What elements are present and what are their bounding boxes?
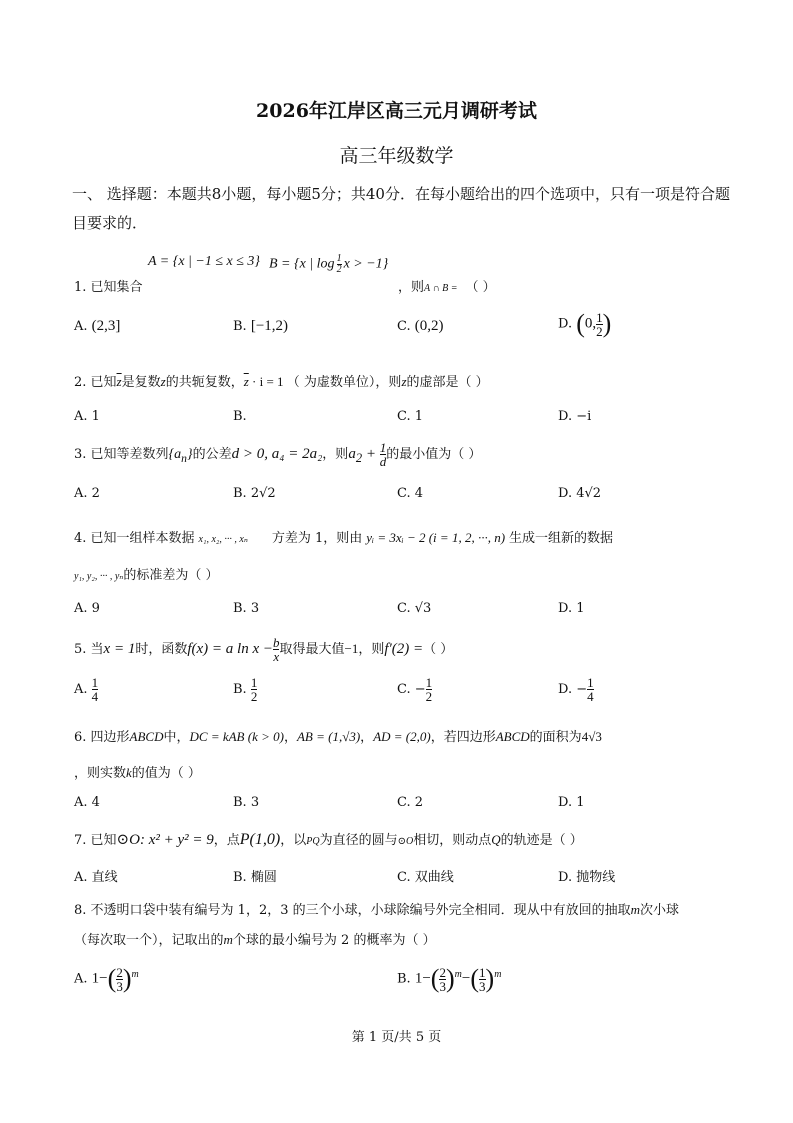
q8-option-a: A. 1−( $\frac{2}{3}$ )$^m$ <box>74 964 139 994</box>
q6-stem-line1: 6. 四边形ABCD中，DC = kAB (k > 0)，AB = (1,√3)，AD = (2,0)，若四边形ABCD的面积为4√3 <box>74 729 602 745</box>
q4-option-d: D. 1 <box>558 601 585 616</box>
q7-option-d: D. 抛物线 <box>558 870 616 885</box>
q2-stem: 2. 已知$\overline{z}$是复数z的共轭复数，$\overline{z} \cdot i = 1$ （ 为虚数单位），则z的虚部是（ ） <box>74 374 489 390</box>
q1-set-b: B = {x | log $\frac{1}{2}$ x > −1} <box>269 253 389 275</box>
q3-option-d: D. 4√2 <box>558 486 602 501</box>
q2-option-d: D. −i <box>558 409 592 424</box>
q1-option-c: C. (0,2) <box>397 318 444 334</box>
q1-set-a: A = {x | −1 ≤ x ≤ 3} <box>148 254 261 269</box>
q1-then: ，则A ∩ B = （ ） <box>398 280 496 295</box>
q2-option-b: B. <box>233 409 247 424</box>
q2-option-a: A. 1 <box>74 409 100 424</box>
q4-stem-line2: y₁, y₂, ··· , yₙ的标准差为（ ） <box>74 568 219 583</box>
q7-stem: 7. 已知⊙O: x² + y² = 9，点P(1,0)，以PQ为直径的圆与⊙O相切，则动点Q的轨迹是（ ） <box>74 831 583 848</box>
q6-stem-line2: ，则实数k的值为（ ） <box>74 765 201 781</box>
q1-option-b: B. [−1,2) <box>233 318 289 334</box>
q4-option-b: B. 3 <box>233 601 260 616</box>
q4-option-a: A. 9 <box>74 601 100 616</box>
q6-option-a: A. 4 <box>74 795 100 810</box>
q7-option-c: C. 双曲线 <box>397 870 454 885</box>
exam-title: 2026年江岸区高三元月调研考试 <box>256 100 537 122</box>
q8-option-b: B. 1−( $\frac{2}{3}$ )$^m$−( $\frac{1}{3}$ )$^m$ <box>397 964 502 994</box>
q5-option-d: D. − $\frac{1}{4}$ <box>558 675 594 704</box>
q4-stem-line1: 4. 已知一组样本数据 x₁, x₂, ··· , xₙ 方差为 1，则由 yᵢ = 3xᵢ − 2 (i = 1, 2, ···, n) 生成一组新的数据 <box>74 530 614 546</box>
q5-stem: 5. 当x = 1时，函数f(x) = a ln x − $\frac{b}{x}$ 取得最大值−1，则f′(2) =（ ） <box>74 635 454 664</box>
q3-option-a: A. 2 <box>74 486 100 501</box>
page-footer: 第 1 页/共 5 页 <box>351 1030 442 1045</box>
q1-option-a: A. (2,3] <box>74 318 121 334</box>
q1-option-d: D. (0, $\frac{1}{2}$ ) <box>558 309 612 339</box>
q8-stem-line1: 8. 不透明口袋中装有编号为 1，2，3 的三个小球，小球除编号外完全相同．现从中有放回的抽取m次小球 <box>74 902 680 918</box>
q1-stem: 1. 已知集合 <box>74 280 143 295</box>
q7-option-a: A. 直线 <box>74 870 118 885</box>
q5-option-c: C. − $\frac{1}{2}$ <box>397 675 433 704</box>
q2-option-c: C. 1 <box>397 409 424 424</box>
q3-option-b: B. 2√2 <box>233 486 276 501</box>
q3-option-c: C. 4 <box>397 486 424 501</box>
q5-option-b: B. $\frac{1}{2}$ <box>233 675 258 704</box>
q6-option-d: D. 1 <box>558 795 585 810</box>
q3-stem: 3. 已知等差数列$\{a_n\}$的公差d > 0, a₄ = 2a₂，则$a_2$ + $\frac{1}{d}$ 的最小值为（ ） <box>74 440 482 469</box>
q8-stem-line2: （每次取一个），记取出的m个球的最小编号为 2 的概率为（ ） <box>74 932 436 948</box>
exam-subtitle: 高三年级数学 <box>339 145 454 167</box>
q5-option-a: A. $\frac{1}{4}$ <box>74 675 99 704</box>
q4-option-c: C. √3 <box>397 601 432 616</box>
q6-option-b: B. 3 <box>233 795 260 810</box>
section-instructions: 一、 选择题：本题共8小题，每小题5分；共40分．在每小题给出的四个选项中，只有一项是符合题目要求的． <box>72 185 730 232</box>
q6-option-c: C. 2 <box>397 795 424 810</box>
q7-option-b: B. 椭圆 <box>233 870 277 885</box>
